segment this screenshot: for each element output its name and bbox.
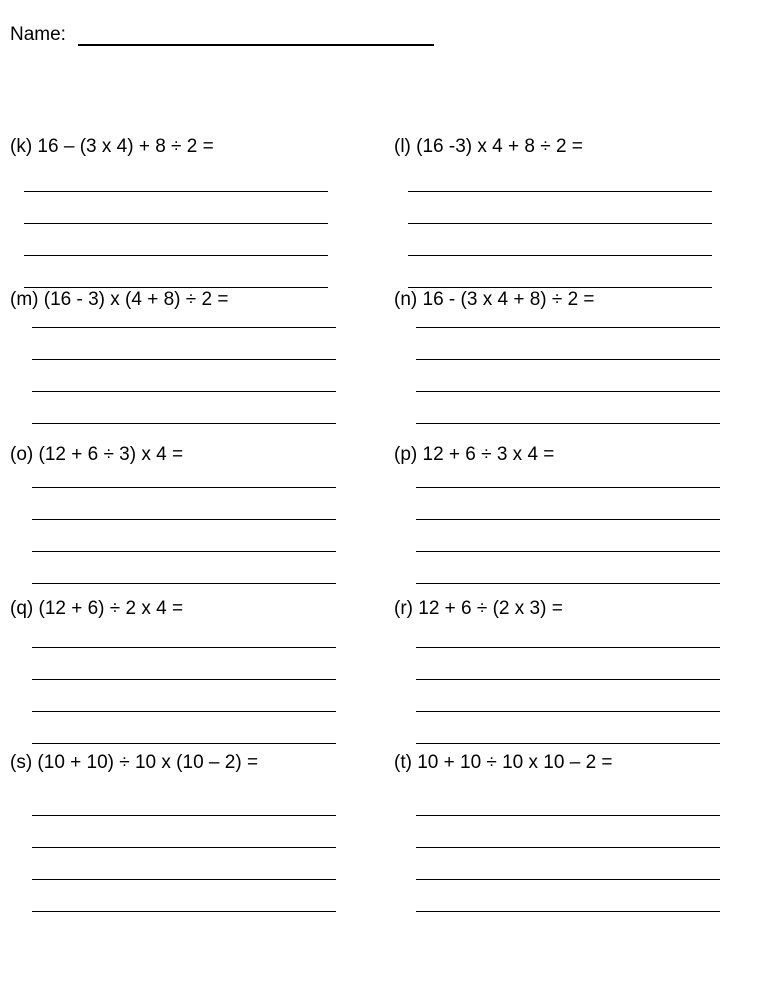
problem-t: (t) 10 + 10 ÷ 10 x 10 – 2 =: [394, 752, 613, 773]
answer-line-k-2[interactable]: [24, 223, 328, 224]
answer-line-q-2[interactable]: [32, 679, 336, 680]
answer-line-p-2[interactable]: [416, 519, 720, 520]
problem-n: (n) 16 - (3 x 4 + 8) ÷ 2 =: [394, 289, 595, 310]
problem-k: (k) 16 – (3 x 4) + 8 ÷ 2 =: [10, 136, 214, 157]
answer-line-n-1[interactable]: [416, 327, 720, 328]
answer-line-t-1[interactable]: [416, 815, 720, 816]
answer-line-t-4[interactable]: [416, 911, 720, 912]
answer-line-s-1[interactable]: [32, 815, 336, 816]
answer-line-m-1[interactable]: [32, 327, 336, 328]
answer-line-l-4[interactable]: [408, 287, 712, 288]
answer-line-p-1[interactable]: [416, 487, 720, 488]
answer-line-k-4[interactable]: [24, 287, 328, 288]
answer-line-n-3[interactable]: [416, 391, 720, 392]
answer-line-m-2[interactable]: [32, 359, 336, 360]
name-field[interactable]: [78, 44, 434, 46]
answer-line-o-1[interactable]: [32, 487, 336, 488]
answer-line-p-3[interactable]: [416, 551, 720, 552]
answer-line-p-4[interactable]: [416, 583, 720, 584]
answer-line-t-3[interactable]: [416, 879, 720, 880]
answer-line-o-3[interactable]: [32, 551, 336, 552]
answer-line-m-4[interactable]: [32, 423, 336, 424]
answer-line-r-1[interactable]: [416, 647, 720, 648]
answer-line-k-3[interactable]: [24, 255, 328, 256]
answer-line-n-4[interactable]: [416, 423, 720, 424]
problem-m: (m) (16 - 3) x (4 + 8) ÷ 2 =: [10, 289, 229, 310]
answer-line-l-1[interactable]: [408, 191, 712, 192]
answer-line-l-2[interactable]: [408, 223, 712, 224]
problem-o: (o) (12 + 6 ÷ 3) x 4 =: [10, 444, 184, 465]
answer-line-q-4[interactable]: [32, 743, 336, 744]
answer-line-n-2[interactable]: [416, 359, 720, 360]
problem-s: (s) (10 + 10) ÷ 10 x (10 – 2) =: [10, 752, 259, 773]
answer-line-s-3[interactable]: [32, 879, 336, 880]
answer-line-r-3[interactable]: [416, 711, 720, 712]
answer-line-r-2[interactable]: [416, 679, 720, 680]
answer-line-s-2[interactable]: [32, 847, 336, 848]
answer-line-k-1[interactable]: [24, 191, 328, 192]
answer-line-o-4[interactable]: [32, 583, 336, 584]
problem-p: (p) 12 + 6 ÷ 3 x 4 =: [394, 444, 555, 465]
name-label: Name:: [10, 24, 66, 45]
answer-line-m-3[interactable]: [32, 391, 336, 392]
answer-line-q-1[interactable]: [32, 647, 336, 648]
problem-q: (q) (12 + 6) ÷ 2 x 4 =: [10, 598, 184, 619]
answer-line-l-3[interactable]: [408, 255, 712, 256]
problem-r: (r) 12 + 6 ÷ (2 x 3) =: [394, 598, 563, 619]
answer-line-r-4[interactable]: [416, 743, 720, 744]
answer-line-t-2[interactable]: [416, 847, 720, 848]
answer-line-q-3[interactable]: [32, 711, 336, 712]
answer-line-o-2[interactable]: [32, 519, 336, 520]
answer-line-s-4[interactable]: [32, 911, 336, 912]
problem-l: (l) (16 -3) x 4 + 8 ÷ 2 =: [394, 136, 583, 157]
